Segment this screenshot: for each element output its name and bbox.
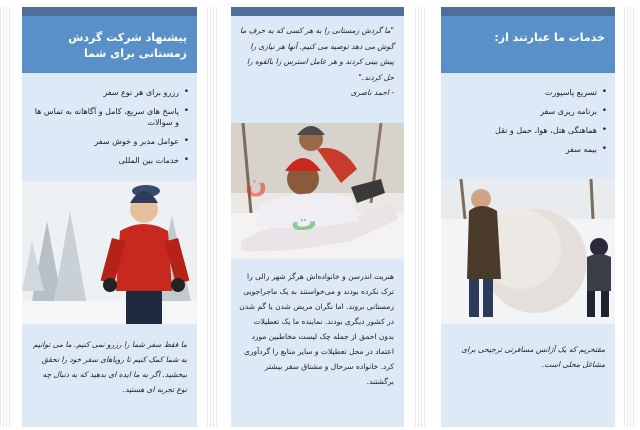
panel-top-bar	[22, 7, 197, 16]
list-item: • هماهنگی هتل، هوا، حمل و نقل	[449, 125, 607, 136]
panel-testimonial	[231, 7, 404, 427]
child-snow-photo	[22, 181, 197, 324]
snowball-photo	[441, 179, 615, 324]
page-edge-left	[0, 7, 12, 427]
list-item: • عوامل مدبر و خوش سفر	[30, 136, 189, 147]
offer-caption: ما فقط سفر شما را رزرو نمی کنیم. ما می توانیم به شما کمک کنیم تا رویاهای سفر خود را تحقق ببخشید. اگر به ما ایده ای بدهید که به دنبال چه نوع تجربه ای هستید.	[32, 340, 187, 394]
offer-list	[22, 73, 197, 174]
family-sled-photo	[231, 123, 404, 259]
list-item: • بیمه سفر	[449, 144, 607, 155]
page-edge-fold-2	[415, 7, 427, 427]
quote-text: "ما گردش زمستانی را به هر کسی که به حرف ما گوش می دهد توصیه می کنیم. آنها هر نیازی را پیش بینی کردند و هر عامل استرس زا بالقوه را حل کردند."	[240, 26, 394, 82]
panel-offer-title: پیشنهاد شرکت گردش زمستانی برای شما	[22, 16, 197, 73]
list-item: • برنامه ریزی سفر	[449, 106, 607, 117]
list-item: • پاسخ های سریع، کامل و آگاهانه به تماس ها و سوالات	[30, 106, 189, 128]
testimonial-story: هنریت اندرسن و خانواده‌اش هرگز شهر رالی را ترک نکرده بودند و می‌خواستند به یک ماجراجویی زمستانی بروند. اما نگران مریض شدن یا گم شدن در کشور دیگری بودند. نماینده ما یک تعطیلات بدون احمق از جمله چک لیست مخاطبین مورد اعتماد در محل تعطیلات و سایر منابع را گردآوری کرد. خانواده سرحال و مشتاق سفر بیشتر برگشتند.	[239, 272, 394, 386]
list-item: • رزرو برای هر نوع سفر	[30, 87, 189, 98]
panel-services	[441, 7, 615, 427]
panel-offer	[22, 7, 197, 427]
watermark-logo: ت	[291, 207, 318, 237]
watermark-logo: ن	[245, 169, 268, 199]
page-edge-fold-1	[207, 7, 219, 427]
list-item: • تسریع پاسپورت	[449, 87, 607, 98]
panel-top-bar	[231, 7, 404, 16]
quote-author: - احمد ناصری	[350, 88, 394, 97]
list-item: • خدمات بین المللی	[30, 155, 189, 166]
page-edge-right	[624, 7, 636, 427]
panel-services-title: خدمات ما عبارتند از:	[441, 16, 615, 73]
testimonial-quote	[239, 23, 394, 101]
services-caption: مقتخریم که یک آژانس مسافرتی ترجیحی برای مشاغل محلی است.	[461, 345, 605, 369]
panel-top-bar	[441, 7, 615, 16]
services-list	[441, 73, 615, 163]
